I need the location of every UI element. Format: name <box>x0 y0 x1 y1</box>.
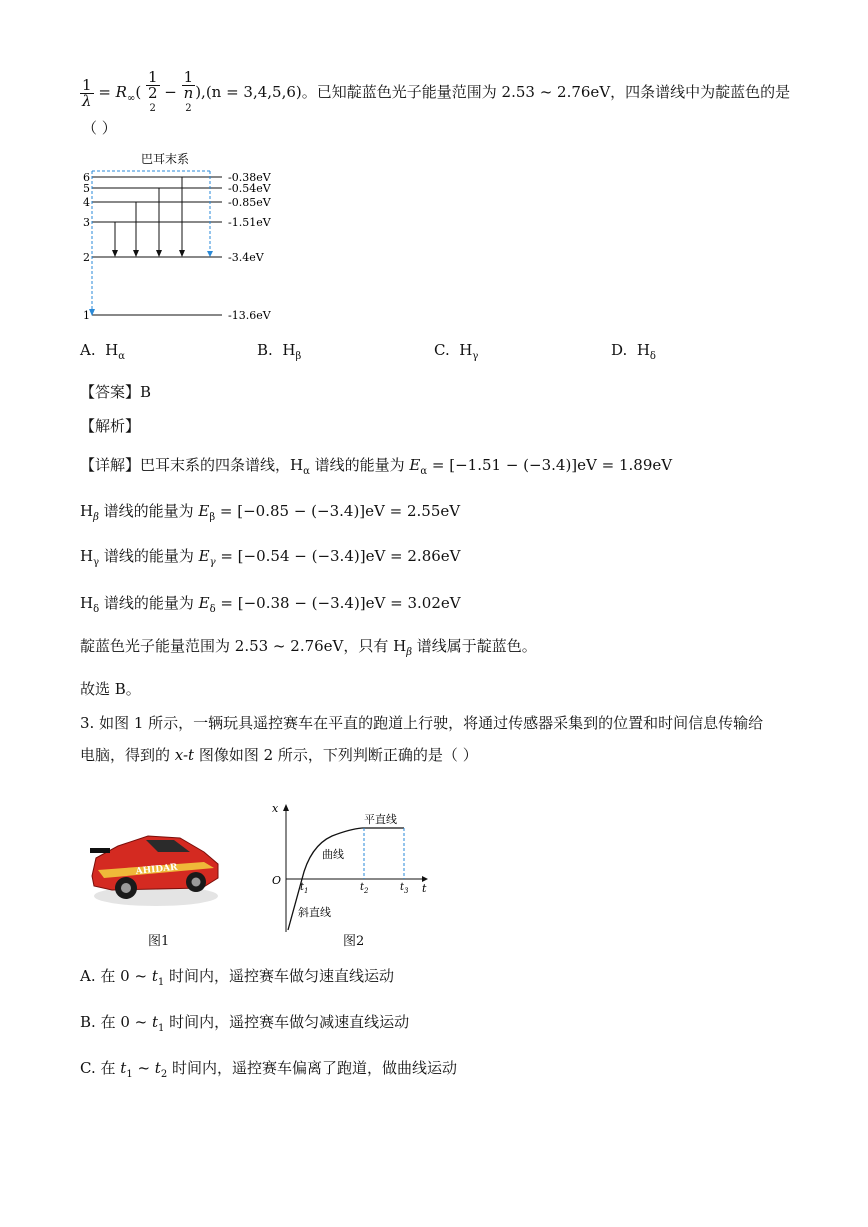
detail-conclusion <box>80 636 537 663</box>
level-energy: -0.85eV <box>228 196 271 209</box>
car-spoiler <box>90 848 110 853</box>
level-lines <box>92 177 222 315</box>
energy-sub: δ <box>209 604 216 615</box>
fraction-1 <box>146 70 160 116</box>
arrow-head <box>179 250 185 257</box>
option-b[interactable] <box>257 340 301 367</box>
t-sub: 1 <box>158 1023 165 1034</box>
option-text: 在 <box>100 1059 121 1077</box>
t-symbol: t <box>152 1013 159 1031</box>
option-symbol: H <box>105 341 119 359</box>
answer-blank: （ ） <box>82 119 117 137</box>
t-symbol: t <box>360 882 365 893</box>
t-sub: 1 <box>157 977 165 988</box>
energy-symbol: E <box>409 456 421 474</box>
option-c[interactable] <box>434 340 478 367</box>
q3-option-b[interactable] <box>80 1012 409 1039</box>
h-sub: β <box>406 647 413 658</box>
level-n: 3 <box>83 216 90 229</box>
option-sub: β <box>295 351 302 362</box>
energy-symbol: E <box>198 502 210 520</box>
formula-line <box>80 68 791 114</box>
option-letter: B. <box>257 341 273 359</box>
frac-den: λ <box>82 91 92 110</box>
energy-symbol: E <box>198 594 210 612</box>
paren-open: ( <box>135 83 142 101</box>
detail-text: 谱线的能量为 <box>99 594 199 612</box>
y-axis-arrow <box>283 804 289 811</box>
origin-label: O <box>272 874 282 887</box>
t3-label <box>400 882 409 895</box>
equals: = <box>98 83 116 101</box>
h-sub: β <box>93 512 99 523</box>
diagram-title: 巴耳末系 <box>140 152 190 166</box>
level-energy: -0.54eV <box>228 182 271 195</box>
conclusion-text: 谱线属于靛蓝色。 <box>412 637 537 655</box>
option-text: ~ <box>132 1059 155 1077</box>
toy-car-image <box>84 818 224 918</box>
frac-num: 1 <box>183 68 194 86</box>
level-n: 4 <box>83 196 90 209</box>
choose-line: 故选 B。 <box>80 680 141 698</box>
frac-num: 1 <box>147 68 158 86</box>
option-text: 时间内，遥控赛车做匀减速直线运动 <box>164 1013 410 1031</box>
x-axis-label: t <box>422 882 427 895</box>
analysis-heading: 【解析】 <box>80 417 141 435</box>
slope-label: 斜直线 <box>298 906 331 919</box>
option-text: 在 0 ~ <box>100 967 152 985</box>
rear-wheel-hub <box>192 878 201 887</box>
option-text: 在 0 ~ <box>100 1013 152 1031</box>
transition-arrow-heads <box>112 250 185 257</box>
detail-line-4 <box>80 590 461 623</box>
minus: − <box>164 83 177 101</box>
y-axis-label: x <box>272 802 279 815</box>
option-symbol: H <box>636 341 650 359</box>
option-letter: A. <box>80 967 96 985</box>
n-range: (n = 3,4,5,6) <box>205 83 302 101</box>
paren-close: ), <box>195 83 206 101</box>
level-n: 5 <box>83 182 90 195</box>
h-sub: α <box>303 466 310 477</box>
h-sub: γ <box>93 557 100 568</box>
arrow-head <box>112 250 118 257</box>
detail-head: 【详解】巴耳末系的四条谱线， <box>80 456 291 474</box>
energy-expr: = [−0.54 − (−3.4)]eV = 2.86eV <box>215 547 461 565</box>
option-a[interactable] <box>80 340 125 367</box>
option-sub: δ <box>649 351 656 362</box>
rydberg-sub: ∞ <box>126 93 136 104</box>
frac-den-sup: 2 <box>185 103 192 114</box>
q3-option-a[interactable] <box>80 966 394 993</box>
frac-den: 2 <box>147 84 158 102</box>
t-sub: 1 <box>126 1069 133 1080</box>
q3-line-1: 3. 如图 1 所示，一辆玩具遥控赛车在平直的跑道上行驶，将通过传感器采集到的位置和时间信息传输给 <box>80 714 764 732</box>
level-n: 1 <box>83 309 90 322</box>
frac-den-sup: 2 <box>149 103 156 114</box>
dashed-right-arrow-head <box>207 251 213 257</box>
option-letter: A. <box>80 341 96 359</box>
answer-line: 【答案】B <box>80 383 152 401</box>
fraction-2 <box>182 70 196 116</box>
level-energy: -13.6eV <box>228 309 271 322</box>
flat-line-label: 平直线 <box>364 813 397 826</box>
h-sub: δ <box>93 604 100 615</box>
option-text: 时间内，遥控赛车偏离了跑道，做曲线运动 <box>167 1059 457 1077</box>
h-symbol: H <box>290 456 304 474</box>
t-symbol: t <box>400 882 405 893</box>
h-symbol: H <box>80 547 94 565</box>
level-energy: -3.4eV <box>228 251 264 264</box>
arrow-head <box>133 250 139 257</box>
detail-text: 谱线的能量为 <box>98 502 199 520</box>
question-text: 。已知靛蓝色光子能量范围为 2.53 ~ 2.76eV，四条谱线中为靛蓝色的是 <box>301 83 791 101</box>
option-letter: B. <box>80 1013 96 1031</box>
level-energy: -0.38eV <box>228 171 271 184</box>
t-symbol: t <box>120 1059 127 1077</box>
q3-text: 电脑，得到的 <box>80 746 175 764</box>
detail-line-3 <box>80 543 461 576</box>
energy-sub: γ <box>209 557 216 568</box>
t-symbol: t <box>300 882 305 893</box>
option-symbol: H <box>282 341 296 359</box>
xt-graph <box>260 798 440 938</box>
energy-symbol: E <box>198 547 210 565</box>
arrow-head <box>156 250 162 257</box>
energy-level-diagram <box>70 150 310 330</box>
option-sub: α <box>118 351 126 362</box>
detail-text: 谱线的能量为 <box>99 547 199 565</box>
h-symbol: H <box>393 637 407 655</box>
level-n: 2 <box>83 251 90 264</box>
option-sub: γ <box>472 351 479 362</box>
detail-text: 谱线的能量为 <box>309 456 410 474</box>
fig1-caption: 图1 <box>148 934 170 949</box>
energy-expr: = [−1.51 − (−3.4)]eV = 1.89eV <box>427 456 673 474</box>
t-sub: 2 <box>160 1069 168 1080</box>
front-wheel-hub <box>121 883 131 893</box>
h-symbol: H <box>80 594 94 612</box>
lambda-fraction <box>80 75 94 110</box>
option-d[interactable] <box>611 340 656 367</box>
frac-num: 1 <box>82 75 92 94</box>
t1-label <box>300 882 309 895</box>
detail-line-2 <box>80 498 460 531</box>
option-text: 时间内，遥控赛车做匀速直线运动 <box>164 967 394 985</box>
t-symbol: t <box>154 1059 161 1077</box>
conclusion-text: 靛蓝色光子能量范围为 2.53 ~ 2.76eV，只有 <box>80 637 394 655</box>
energy-expr: = [−0.85 − (−3.4)]eV = 2.55eV <box>215 502 461 520</box>
level-energies <box>228 171 272 322</box>
detail-line-1 <box>80 452 672 485</box>
option-letter: C. <box>80 1059 96 1077</box>
level-numbers <box>83 171 90 322</box>
q3-line-2 <box>80 745 478 765</box>
t-sub: 3 <box>404 887 409 895</box>
option-letter: D. <box>611 341 628 359</box>
energy-sub: β <box>209 512 216 523</box>
t-sub: 2 <box>364 887 369 895</box>
q3-xt: x-t <box>174 746 195 764</box>
h-symbol: H <box>80 502 94 520</box>
energy-sub: α <box>420 466 428 477</box>
fig2-caption: 图2 <box>343 934 365 949</box>
level-n: 6 <box>83 171 90 184</box>
option-symbol: H <box>459 341 473 359</box>
frac-den: n <box>183 84 194 102</box>
level-energy: -1.51eV <box>228 216 271 229</box>
t-sub: 1 <box>304 887 309 895</box>
option-letter: C. <box>434 341 450 359</box>
t2-label <box>360 882 369 895</box>
energy-expr: = [−0.38 − (−3.4)]eV = 3.02eV <box>215 594 461 612</box>
q3-text: 图像如图 2 所示，下列判断正确的是（ ） <box>194 746 478 764</box>
q3-option-c[interactable] <box>80 1058 457 1085</box>
curve-label: 曲线 <box>322 848 344 861</box>
rydberg-symbol: R <box>115 83 127 101</box>
t-symbol: t <box>151 967 158 985</box>
car-decal-text: AHIDAR <box>135 862 179 877</box>
